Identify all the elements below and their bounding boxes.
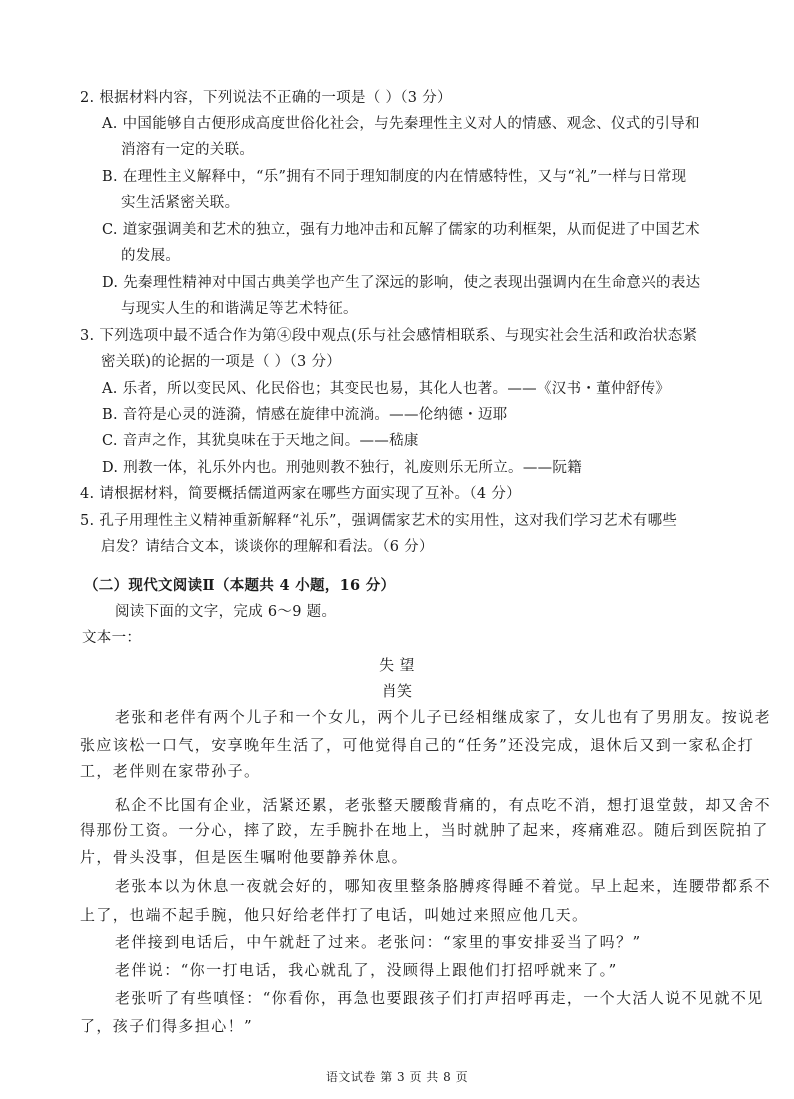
section-heading: （二）现代文阅读Ⅱ（本题共 4 小题，16 分）: [84, 577, 396, 594]
story-paragraph-5: 老伴说：“你一打电话，我心就乱了，没顾得上跟他们打招呼就来了。”: [115, 961, 618, 979]
story-paragraph-1: 老张和老伴有两个儿子和一个女儿，两个儿子已经相继成家了，女儿也有了男朋友。按说老: [115, 708, 772, 726]
story-paragraph-4: 老伴接到电话后，中午就赶了过来。老张问：“家里的事安排妥当了吗？”: [115, 933, 642, 951]
story-paragraph-3-line-2: 上了，也端不起手腕，他只好给老伴打了电话，叫她过来照应他几天。: [80, 906, 589, 924]
q3-option-b: B. 音符是心灵的涟漪，情感在旋律中流淌。——伦纳德・迈耶: [102, 407, 508, 423]
story-paragraph-1-line-2: 张应该松一口气，安享晚年生活了，可他觉得自己的“任务”还没完成，退休后又到一家私企打: [80, 736, 755, 754]
q3-option-c: C. 音声之作，其犹臭味在于天地之间。——嵇康: [102, 433, 419, 449]
text-label: 文本一：: [82, 630, 142, 646]
q3-option-d: D. 刑教一体，礼乐外内也。刑弛则教不独行，礼废则乐无所立。——阮籍: [102, 460, 583, 476]
story-paragraph-6-line-2: 了，孩子们得多担心！”: [80, 1017, 254, 1035]
q3-option-a: A. 乐者，所以变民风、化民俗也；其变民也易，其化人也著。——《汉书・董仲舒传》: [102, 381, 671, 397]
q2-option-c-cont: 的发展。: [121, 248, 181, 264]
q2-option-b: B. 在理性主义解释中，“乐”拥有不同于理知制度的内在情感特性，又与“礼”一样与日常现: [102, 169, 687, 185]
question-5-stem-cont: 启发？请结合文本，谈谈你的理解和看法。（6 分）: [101, 539, 434, 555]
question-4-stem: 4. 请根据材料，简要概括儒道两家在哪些方面实现了互补。（4 分）: [80, 486, 521, 502]
q2-option-d-cont: 与现实人生的和谐满足等艺术特征。: [121, 301, 358, 317]
question-3-stem: 3. 下列选项中最不适合作为第④段中观点(乐与社会感情相联系、与现实社会生活和政治状态紧: [80, 328, 698, 344]
question-3-stem-cont: 密关联)的论据的一项是（ ）（3 分）: [101, 354, 342, 370]
page-footer: 语文试卷 第 3 页 共 8 页: [325, 1070, 469, 1084]
q2-option-a: A. 中国能够自古便形成高度世俗化社会，与先秦理性主义对人的情感、观念、仪式的引导和: [102, 116, 700, 132]
story-paragraph-1-line-3: 工，老伴则在家带孙子。: [80, 762, 261, 780]
question-2-stem: 2. 根据材料内容，下列说法不正确的一项是（ ）（3 分）: [80, 90, 452, 106]
q2-option-d: D. 先秦理性精神对中国古典美学也产生了深远的影响，使之表现出强调内在生命意兴的表达: [102, 275, 701, 291]
q2-option-c: C. 道家强调美和艺术的独立，强有力地冲击和瓦解了儒家的功利框架，从而促进了中国艺术: [102, 222, 700, 238]
story-paragraph-6: 老张听了有些嗔怪：“你看你，再急也要跟孩子们打声招呼再走，一个大活人说不见就不见: [115, 989, 764, 1007]
q2-option-b-cont: 实生活紧密关联。: [121, 195, 240, 211]
q2-option-a-cont: 消溶有一定的关联。: [121, 142, 255, 158]
story-author: 肖笑: [381, 682, 413, 700]
story-title: 失 望: [379, 656, 415, 674]
story-paragraph-2: 私企不比国有企业，活紧还累，老张整天腰酸背痛的，有点吃不消，想打退堂鼓，却又舍不: [115, 796, 772, 814]
story-paragraph-2-line-2: 得那份工资。一分心，摔了跤，左手腕扑在地上，当时就肿了起来，疼痛难忍。随后到医院拍了: [80, 821, 769, 839]
question-5-stem: 5. 孔子用理性主义精神重新解释“礼乐”，强调儒家艺术的实用性，这对我们学习艺术有哪些: [80, 513, 678, 529]
story-paragraph-2-line-3: 片，骨头没事，但是医生嘱咐他要静养休息。: [80, 848, 409, 866]
story-paragraph-3: 老张本以为休息一夜就会好的，哪知夜里整条胳膊疼得睡不着觉。早上起来，连腰带都系不: [115, 877, 772, 895]
section-instruction: 阅读下面的文字，完成 6～9 题。: [115, 604, 337, 620]
